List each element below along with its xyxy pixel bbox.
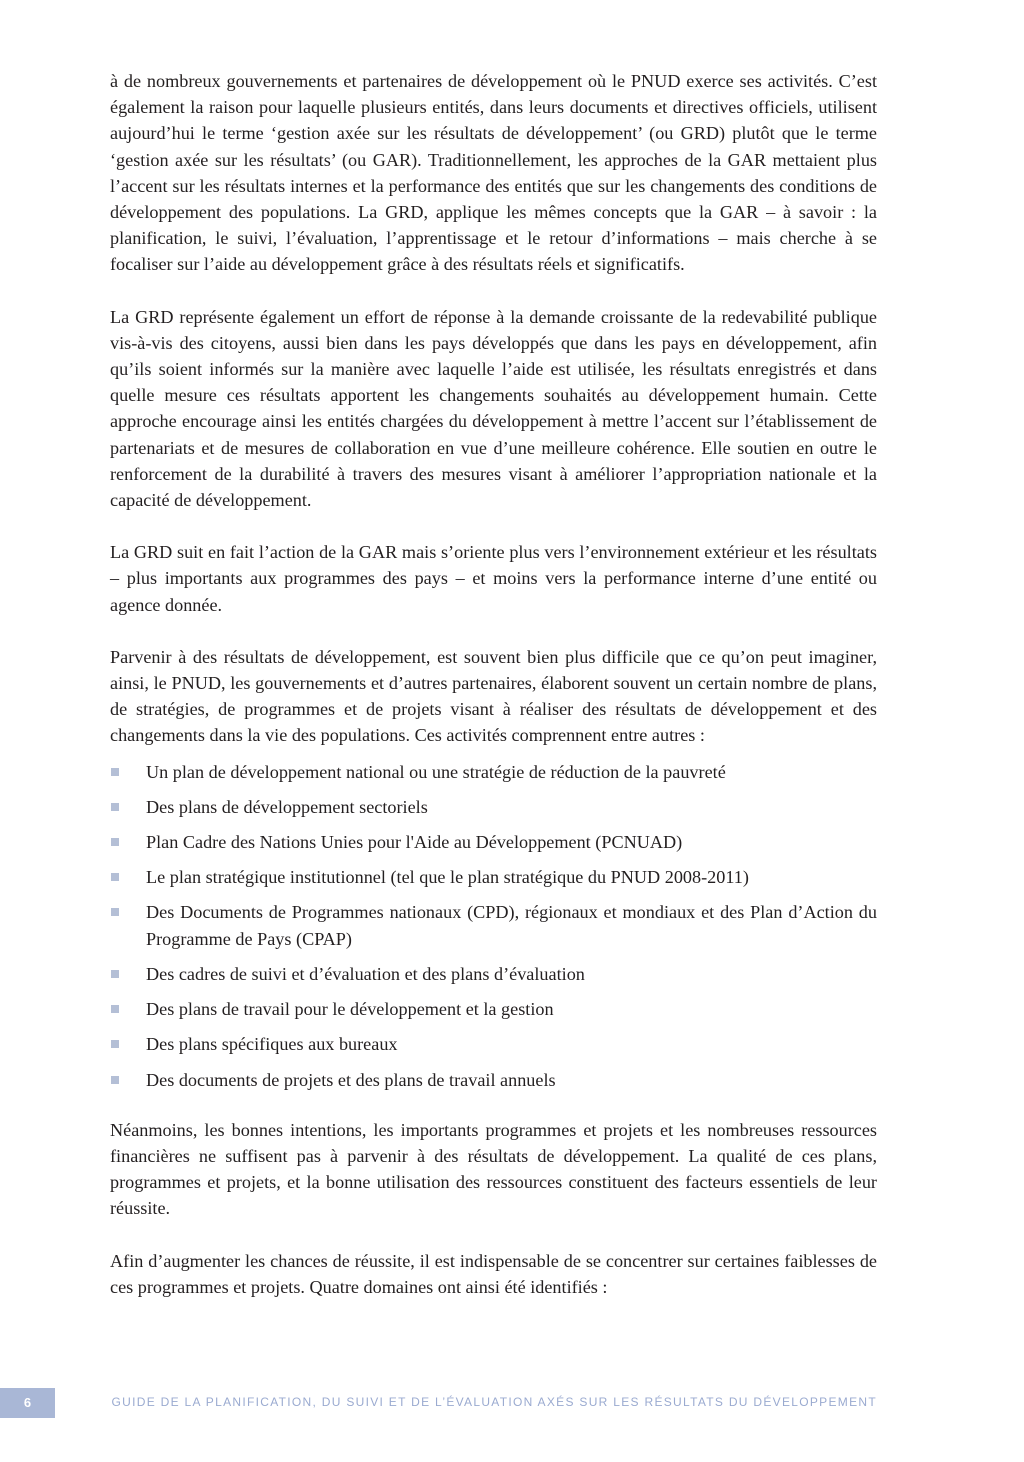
paragraph-2: La GRD représente également un effort de réponse à la demande croissante de la redevabilité publique vis-à-vis des citoyens, aussi bien dans les pays développés que dans les pays en développement, afin qu’ils soient informés sur la manière avec laquelle l’aide est utilisée, les résultats enregistrés et dans quelle mesure ces résultats apportent les changements souhaités au développement humain. Cette approche encourage ainsi les entités chargées du développement à mettre l’accent sur l’établissement de partenariats et de mesures de collaboration en vue d’une meilleure cohérence. Elle soutien en outre le renforcement de la durabilité à travers des mesures visant à améliorer l’appropriation nationale et la capacité de développement. bbox=[110, 306, 877, 511]
list-item bbox=[110, 899, 877, 951]
running-footer-title: GUIDE DE LA PLANIFICATION, DU SUIVI ET DE L’ÉVALUATION AXÉS SUR LES RÉSULTATS DU DÉVELOPPEMENT bbox=[111, 1395, 877, 1409]
list-item bbox=[110, 1031, 877, 1057]
square-bullet-icon bbox=[111, 970, 119, 978]
list-item bbox=[110, 829, 877, 855]
list-item-text: Un plan de développement national ou une stratégie de réduction de la pauvreté bbox=[146, 761, 726, 782]
list-item-text: Plan Cadre des Nations Unies pour l'Aide au Développement (PCNUAD) bbox=[146, 832, 683, 853]
paragraph-6: Afin d’augmenter les chances de réussite, il est indispensable de se concentrer sur certaines faiblesses de ces programmes et projets. Quatre domaines ont ainsi été identifiés : bbox=[110, 1250, 877, 1297]
square-bullet-icon bbox=[111, 838, 119, 846]
square-bullet-icon bbox=[111, 1076, 119, 1084]
list-item-text: Des cadres de suivi et d’évaluation et des plans d’évaluation bbox=[146, 963, 585, 984]
square-bullet-icon bbox=[111, 1040, 119, 1048]
list-item-text: Des documents de projets et des plans de travail annuels bbox=[146, 1069, 556, 1090]
list-item-text: Le plan stratégique institutionnel (tel que le plan stratégique du PNUD 2008-2011) bbox=[146, 867, 749, 888]
list-item bbox=[110, 864, 877, 890]
square-bullet-icon bbox=[111, 873, 119, 881]
paragraph-5: Néanmoins, les bonnes intentions, les importants programmes et projets et les nombreuses ressources financières ne suffisent pas à parvenir à des résultats de développement. La qualité de ces plans, programmes et projets, et la bonne utilisation des ressources constituent des facteurs essentiels de leur réussite. bbox=[110, 1119, 877, 1219]
list-item-text: Des plans spécifiques aux bureaux bbox=[146, 1034, 398, 1055]
square-bullet-icon bbox=[111, 803, 119, 811]
list-item bbox=[110, 759, 877, 785]
list-item-text: Des plans de développement sectoriels bbox=[146, 796, 428, 817]
list-item-text: Des Documents de Programmes nationaux (CPD), régionaux et mondiaux et des Plan d’Action du Programme de Pays (CPAP) bbox=[146, 902, 877, 949]
list-item bbox=[110, 1067, 877, 1093]
list-item-text: Des plans de travail pour le développement et la gestion bbox=[146, 999, 554, 1020]
list-item bbox=[110, 996, 877, 1022]
page-number: 6 bbox=[0, 1388, 55, 1418]
page-body bbox=[110, 68, 877, 1300]
activities-list bbox=[110, 759, 877, 1093]
square-bullet-icon bbox=[111, 768, 119, 776]
paragraph-3: La GRD suit en fait l’action de la GAR mais s’oriente plus vers l’environnement extérieur et les résultats – plus importants aux programmes des pays – et moins vers la performance interne d’une entité ou agence donnée. bbox=[110, 542, 877, 615]
list-item bbox=[110, 794, 877, 820]
paragraph-4: Parvenir à des résultats de développement, est souvent bien plus difficile que ce qu’on peut imaginer, ainsi, le PNUD, les gouvernements et d’autres partenaires, élaborent souvent un certain nombre de plans, de stratégies, de programmes et de projets visant à réaliser des résultats de développement et des changements dans la vie des populations. Ces activités comprennent entre autres : bbox=[110, 646, 877, 746]
square-bullet-icon bbox=[111, 908, 119, 916]
paragraph-1: à de nombreux gouvernements et partenaires de développement où le PNUD exerce ses activités. C’est également la raison pour laquelle plusieurs entités, dans leurs documents et directives officiels, utilisent aujourd’hui le terme ‘gestion axée sur les résultats de développement’ (ou GRD) plutôt que le terme ‘gestion axée sur les résultats’ (ou GAR). Traditionnellement, les approches de la GAR mettaient plus l’accent sur les résultats internes et la performance des entités que sur les changements des conditions de développement des populations. La GRD, applique les mêmes concepts que la GAR – à savoir : la planification, le suivi, l’évaluation, l’apprentissage et le retour d’informations – mais cherche à se focaliser sur l’aide au développement grâce à des résultats réels et significatifs. bbox=[110, 71, 877, 275]
square-bullet-icon bbox=[111, 1005, 119, 1013]
list-item bbox=[110, 961, 877, 987]
